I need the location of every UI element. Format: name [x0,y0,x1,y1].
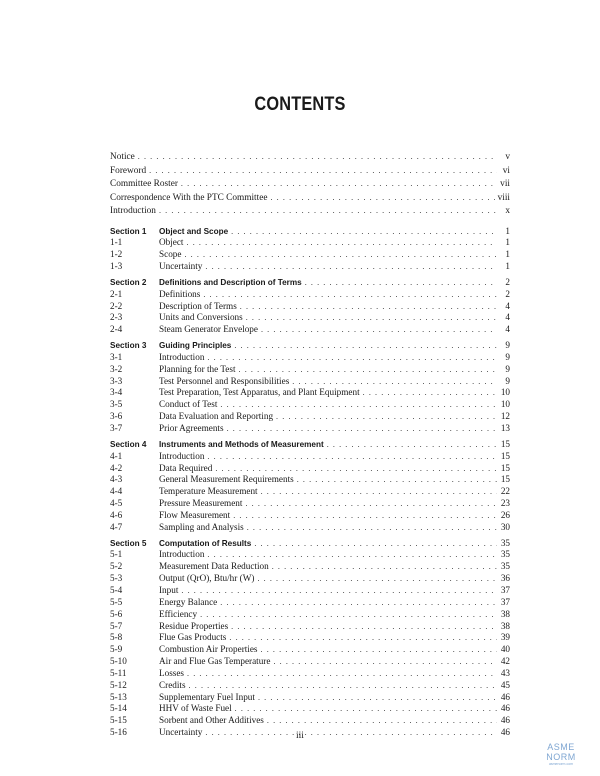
subsection-page: 15 [500,462,510,473]
subsection-page: 26 [500,509,510,520]
subsection-number: 2-3 [110,312,123,323]
section-title: Guiding Principles [159,341,232,351]
section-page: 2 [505,276,510,287]
subsection-page: 1 [505,249,510,260]
dot-leader [257,573,497,585]
dot-leader [207,451,497,463]
subsection-number: 4-5 [110,498,123,509]
toc-subsection-entry[interactable] [110,656,510,668]
dot-leader [327,439,497,451]
subsection-title: Scope [159,249,182,260]
toc-subsection-entry[interactable] [110,301,510,313]
section-title: Instruments and Methods of Measurement [159,439,324,449]
subsection-title: Input [159,584,179,595]
dot-leader [258,692,497,704]
toc-entry-introduction[interactable] [110,204,510,218]
toc-subsection-entry[interactable] [110,632,510,644]
subsection-page: 1 [505,237,510,248]
subsection-page: 10 [500,399,510,410]
toc-subsection-entry[interactable] [110,680,510,692]
dot-leader [227,423,497,435]
subsection-number: 1-1 [110,237,123,248]
subsection-number: 2-1 [110,288,123,299]
watermark-logo [532,742,590,766]
subsection-title: HHV of Waste Fuel [159,703,232,714]
subsection-title: Air and Flue Gas Temperature [159,656,271,667]
toc-subsection-entry[interactable] [110,621,510,633]
dot-leader [297,474,497,486]
subsection-page: 12 [500,411,510,422]
dot-leader [149,164,497,178]
subsection-title: Definitions [159,288,201,299]
toc-entry-page: vii [500,179,510,189]
subsection-number: 3-5 [110,399,123,410]
subsection-number: 5-8 [110,632,123,643]
subsection-number: 1-3 [110,261,123,272]
subsection-number: 2-2 [110,300,123,311]
subsection-page: 2 [505,288,510,299]
dot-leader [267,715,497,727]
subsection-title: Credits [159,679,186,690]
subsection-number: 5-2 [110,561,123,572]
subsection-title: Combustion Air Properties [159,644,258,655]
subsection-number: 5-10 [110,656,127,667]
dot-leader [187,237,498,249]
subsection-page: 9 [505,375,510,386]
subsection-title: General Measurement Requirements [159,474,294,485]
toc-entry-title: Foreword [110,165,147,176]
subsection-number: 5-15 [110,715,127,726]
toc-section-heading[interactable] [110,439,510,451]
dot-leader [233,510,497,522]
toc-subsection-entry[interactable] [110,715,510,727]
subsection-number: 5-12 [110,679,127,690]
toc-subsection-entry[interactable] [110,411,510,423]
toc-subsection-entry[interactable] [110,522,510,534]
subsection-title: Test Preparation, Test Apparatus, and Plant Equipment [159,387,360,398]
dot-leader [229,632,497,644]
subsection-page: 23 [500,498,510,509]
subsection-title: Sorbent and Other Additives [159,715,264,726]
subsection-page: 46 [500,727,510,738]
toc-entry-foreword[interactable] [110,164,510,178]
subsection-title: Output (QrO), Btu/hr (W) [159,573,255,584]
toc-section-heading[interactable] [110,538,510,550]
subsection-page: 4 [505,300,510,311]
toc-entry-title: Introduction [110,206,156,216]
subsection-number: 4-3 [110,474,123,485]
subsection-number: 3-1 [110,351,123,362]
subsection-title: Temperature Measurement [159,486,258,497]
toc-entry-page: vi [502,165,510,176]
subsection-page: 38 [500,608,510,619]
dot-leader [305,277,497,289]
subsection-title: Units and Conversions [159,312,243,323]
toc-subsection-entry[interactable] [110,312,510,324]
subsection-number: 2-4 [110,324,123,335]
subsection-page: 36 [500,573,510,584]
subsection-page: 40 [500,644,510,655]
toc-entry-title: Correspondence With the PTC Committee [110,192,268,203]
dot-leader [363,387,497,399]
watermark-line2: asmenorm.com [548,762,574,766]
subsection-page: 45 [500,679,510,690]
subsection-page: 39 [500,632,510,643]
dot-leader [231,621,497,633]
toc-section-heading[interactable] [110,277,510,289]
toc-subsection-entry[interactable] [110,474,510,486]
toc-subsection-entry[interactable] [110,585,510,597]
toc-subsection-entry[interactable] [110,364,510,376]
section-label: Section 1 [110,226,147,236]
dot-leader [205,261,497,273]
toc-subsection-entry[interactable] [110,609,510,621]
subsection-title: Data Required [159,462,213,473]
page-number: iii [296,731,304,741]
subsection-page: 9 [505,363,510,374]
dot-leader [235,703,497,715]
section-label: Section 5 [110,538,147,548]
toc-subsection-entry[interactable] [110,510,510,522]
subsection-number: 3-2 [110,363,123,374]
dot-leader [138,150,497,164]
section-label: Section 4 [110,439,147,449]
subsection-page: 30 [500,521,510,532]
subsection-page: 22 [500,486,510,497]
subsection-page: 4 [505,324,510,335]
subsection-page: 46 [500,715,510,726]
dot-leader [272,561,497,573]
toc-subsection-entry[interactable] [110,703,510,715]
toc-subsection-entry[interactable] [110,237,510,249]
dot-leader [231,226,497,238]
subsection-title: Measurement Data Reduction [159,561,269,572]
subsection-title: Energy Balance [159,596,218,607]
subsection-page: 46 [500,703,510,714]
dot-leader [246,312,497,324]
dot-leader [220,399,497,411]
subsection-page: 4 [505,312,510,323]
toc-entry-correspondence[interactable] [110,191,510,205]
toc-subsection-entry[interactable] [110,451,510,463]
dot-leader [234,340,497,352]
section-label: Section 3 [110,341,147,351]
dot-leader [261,324,497,336]
subsection-number: 5-6 [110,608,123,619]
subsection-page: 35 [500,549,510,560]
table-of-contents [110,150,510,739]
section-label: Section 2 [110,277,147,287]
toc-entry-notice[interactable] [110,150,510,164]
subsection-page: 13 [500,423,510,433]
subsection-page: 38 [500,620,510,631]
subsection-title: Description of Terms [159,300,237,311]
dot-leader [276,411,497,423]
subsection-title: Steam Generator Envelope [159,324,258,335]
toc-entry-page: x [505,206,510,216]
dot-leader [203,289,497,301]
toc-subsection-entry[interactable] [110,261,510,273]
subsection-title: Uncertainty [159,727,203,738]
subsection-number: 4-7 [110,521,123,532]
section-title: Object and Scope [159,226,229,236]
dot-leader [261,644,497,656]
subsection-title: Flow Measurement [159,509,231,520]
toc-entry-page: v [505,152,510,162]
subsection-title: Introduction [159,450,205,461]
toc-subsection-entry[interactable] [110,376,510,388]
dot-leader [247,522,497,534]
subsection-page: 35 [500,561,510,572]
subsection-number: 5-7 [110,620,123,631]
subsection-title: Test Personnel and Responsibilities [159,375,290,386]
dot-leader [187,668,497,680]
toc-entry-committee-roster[interactable] [110,177,510,191]
toc-subsection-entry[interactable] [110,486,510,498]
dot-leader [181,177,497,191]
dot-leader [207,549,497,561]
toc-subsection-entry[interactable] [110,463,510,475]
dot-leader [207,352,497,364]
toc-subsection-entry[interactable] [110,324,510,336]
dot-leader [245,498,497,510]
subsection-number: 5-5 [110,596,123,607]
page-title: CONTENTS [254,94,346,115]
toc-subsection-entry[interactable] [110,561,510,573]
toc-subsection-entry[interactable] [110,352,510,364]
subsection-title: Introduction [159,549,205,560]
section-page: 1 [505,225,510,236]
toc-subsection-entry[interactable] [110,549,510,561]
subsection-title: Data Evaluation and Reporting [159,411,274,422]
subsection-number: 5-14 [110,703,127,714]
subsection-title: Pressure Measurement [159,498,243,509]
subsection-page: 43 [500,667,510,678]
toc-section-heading[interactable] [110,340,510,352]
subsection-page: 37 [500,584,510,595]
toc-entry-title: Committee Roster [110,179,178,189]
toc-subsection-entry[interactable] [110,573,510,585]
subsection-title: Residue Properties [159,620,229,631]
subsection-title: Losses [159,667,185,678]
subsection-title: Prior Agreements [159,423,224,433]
subsection-title: Supplementary Fuel Input [159,691,255,702]
subsection-number: 1-2 [110,249,123,260]
sections-list [110,226,510,739]
subsection-page: 15 [500,474,510,485]
toc-subsection-entry[interactable] [110,692,510,704]
toc-entry-title: Notice [110,152,135,162]
dot-leader [273,656,497,668]
subsection-number: 4-2 [110,462,123,473]
section-title: Definitions and Description of Terms [159,277,302,287]
dot-leader [239,364,497,376]
dot-leader [254,538,497,550]
toc-subsection-entry[interactable] [110,498,510,510]
section-page: 15 [500,438,510,449]
toc-entry-page: viii [497,192,510,203]
subsection-number: 5-3 [110,573,123,584]
subsection-number: 5-11 [110,667,127,678]
subsection-number: 3-4 [110,387,123,398]
subsection-title: Object [159,237,184,248]
dot-leader [200,609,497,621]
subsection-page: 10 [500,387,510,398]
dot-leader [215,463,497,475]
dot-leader [184,249,497,261]
subsection-number: 3-6 [110,411,123,422]
subsection-number: 4-4 [110,486,123,497]
subsection-page: 37 [500,596,510,607]
subsection-title: Uncertainty [159,261,203,272]
subsection-title: Efficiency [159,608,198,619]
toc-subsection-entry[interactable] [110,249,510,261]
toc-subsection-entry[interactable] [110,597,510,609]
watermark-line1: ASME NORM [546,742,576,762]
subsection-page: 46 [500,691,510,702]
subsection-page: 1 [505,261,510,272]
dot-leader [181,585,497,597]
subsection-page: 9 [505,351,510,362]
dot-leader [261,486,497,498]
subsection-page: 42 [500,656,510,667]
toc-subsection-entry[interactable] [110,399,510,411]
toc-section-heading[interactable] [110,226,510,238]
subsection-title: Sampling and Analysis [159,521,244,532]
subsection-number: 3-7 [110,423,123,433]
subsection-title: Conduct of Test [159,399,218,410]
front-matter-list [110,150,510,218]
section-title: Computation of Results [159,538,252,548]
dot-leader [240,301,497,313]
toc-subsection-entry[interactable] [110,387,510,399]
subsection-number: 5-9 [110,644,123,655]
toc-subsection-entry[interactable] [110,423,510,435]
subsection-number: 5-16 [110,727,127,738]
dot-leader [159,204,497,218]
subsection-title: Flue Gas Products [159,632,227,643]
subsection-number: 3-3 [110,375,123,386]
subsection-title: Introduction [159,351,205,362]
dot-leader [270,191,494,205]
section-page: 35 [500,537,510,548]
toc-subsection-entry[interactable] [110,668,510,680]
dot-leader [292,376,497,388]
subsection-number: 4-1 [110,450,123,461]
dot-leader [220,597,497,609]
subsection-number: 4-6 [110,509,123,520]
subsection-title: Planning for the Test [159,363,236,374]
toc-subsection-entry[interactable] [110,289,510,301]
dot-leader [189,680,497,692]
subsection-number: 5-4 [110,584,123,595]
subsection-number: 5-13 [110,691,127,702]
toc-subsection-entry[interactable] [110,644,510,656]
subsection-number: 5-1 [110,549,123,560]
subsection-page: 15 [500,450,510,461]
section-page: 9 [505,340,510,351]
